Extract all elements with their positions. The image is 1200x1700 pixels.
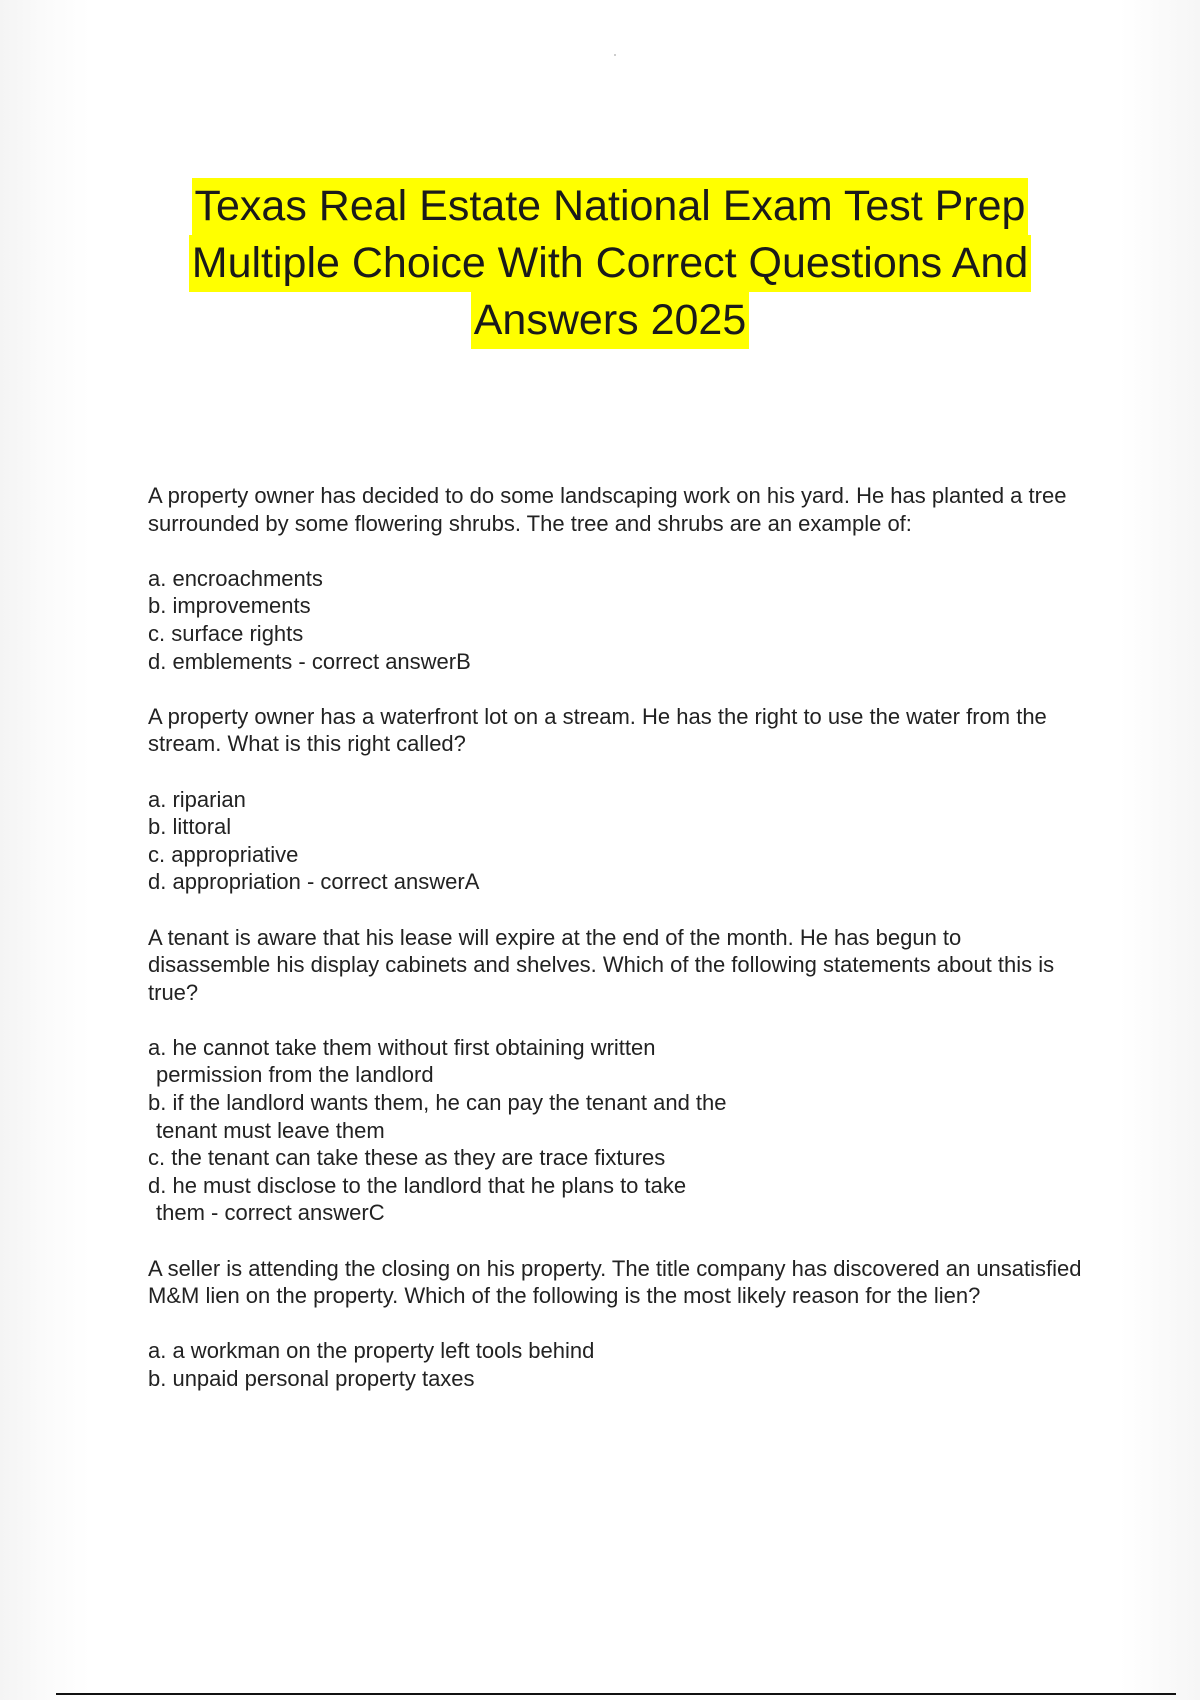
answer-option-c: c. appropriative bbox=[148, 841, 299, 867]
question-text: A property owner has decided to do some landscaping work on his yard. He has planted a tree surrounded by some flowering shrubs. The tree and shrubs are an example of: bbox=[148, 483, 1067, 536]
answer-option-b: b. littoral bbox=[148, 814, 232, 840]
question-block-2 bbox=[148, 703, 1088, 896]
question-text: A property owner has a waterfront lot on a stream. He has the right to use the water from the stream. What is this right called? bbox=[148, 703, 1047, 757]
answer-option-b: b. if the landlord wants them, he can pay the tenant and the bbox=[148, 1090, 727, 1116]
answer-options bbox=[148, 1337, 1088, 1392]
question-text: A tenant is aware that his lease will expire at the end of the month. He has begun to disassemble his display cabinets and shelves. Which of the following statements about this is true? bbox=[148, 924, 1055, 1005]
title-line-3: Answers 2025 bbox=[471, 292, 750, 349]
question-block-1 bbox=[148, 482, 1088, 675]
answer-option-d: d. emblements - correct answerB bbox=[148, 648, 471, 674]
answer-option-b: b. improvements bbox=[148, 593, 311, 619]
title-line-1: Texas Real Estate National Exam Test Prep bbox=[192, 178, 1029, 235]
question-block-3 bbox=[148, 924, 1088, 1228]
document-title bbox=[130, 178, 1090, 349]
answer-option-b: b. unpaid personal property taxes bbox=[148, 1366, 475, 1391]
answer-option-a: a. a workman on the property left tools behind bbox=[148, 1338, 595, 1364]
question-text: A seller is attending the closing on his property. The title company has discovered an unsatisfied M&M lien on the property. Which of the following is the most likely reason for the lien? bbox=[148, 1255, 1082, 1309]
scan-speck bbox=[614, 54, 616, 56]
answer-option-a-continued: permission from the landlord bbox=[156, 1062, 434, 1088]
title-line-2: Multiple Choice With Correct Questions And bbox=[189, 235, 1031, 292]
answer-option-a: a. riparian bbox=[148, 786, 246, 812]
answer-option-c: c. surface rights bbox=[148, 620, 304, 646]
answer-option-d: d. he must disclose to the landlord that he plans to take bbox=[148, 1172, 687, 1198]
answer-options bbox=[148, 565, 1088, 675]
answer-option-d-continued: them - correct answerC bbox=[156, 1200, 385, 1226]
answer-option-a: a. encroachments bbox=[148, 565, 323, 591]
answer-option-b-continued: tenant must leave them bbox=[156, 1117, 385, 1143]
answer-option-c: c. the tenant can take these as they are trace fixtures bbox=[148, 1145, 666, 1171]
answer-options bbox=[148, 786, 1088, 896]
bottom-divider bbox=[56, 1693, 1176, 1695]
answer-option-d: d. appropriation - correct answerA bbox=[148, 869, 480, 895]
answer-option-a: a. he cannot take them without first obtaining written bbox=[148, 1034, 656, 1060]
question-list bbox=[148, 482, 1088, 1420]
question-block-4 bbox=[148, 1255, 1088, 1393]
answer-options bbox=[148, 1034, 1088, 1227]
